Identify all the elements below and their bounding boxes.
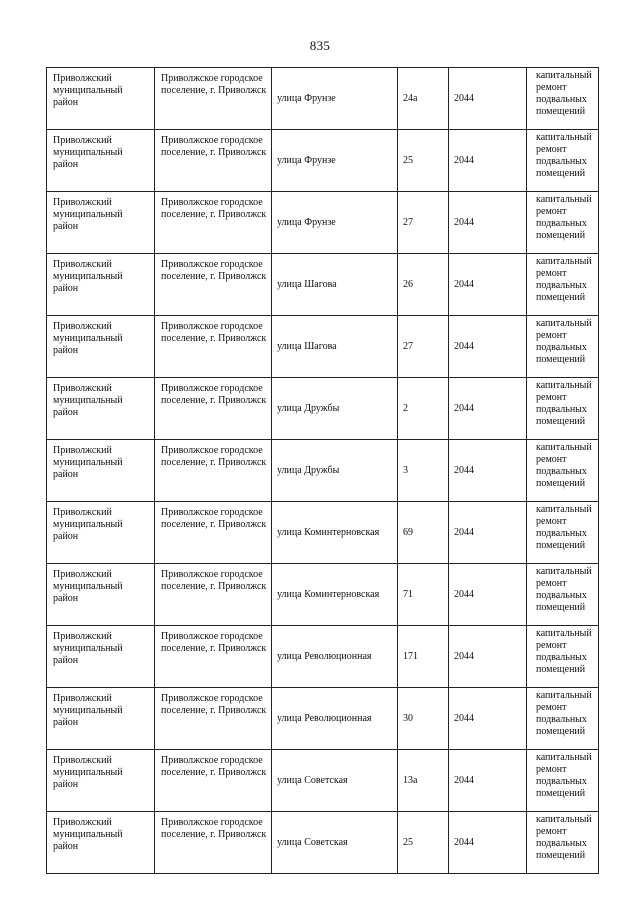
cell-house-number: 13а (398, 750, 449, 812)
cell-settlement: Приволжское городское поселение, г. Приволжск (155, 130, 272, 192)
cell-work-type: капитальный ремонт подвальных помещений (527, 440, 599, 502)
cell-street: улица Шагова (272, 254, 398, 316)
table-row (47, 502, 599, 564)
cell-house-number: 27 (398, 192, 449, 254)
cell-street: улица Революционная (272, 688, 398, 750)
cell-year: 2044 (449, 192, 527, 254)
cell-year: 2044 (449, 812, 527, 874)
cell-district: Приволжский муниципальный район (47, 192, 155, 254)
table-row (47, 626, 599, 688)
cell-street: улица Дружбы (272, 378, 398, 440)
cell-house-number: 30 (398, 688, 449, 750)
cell-work-type: капитальный ремонт подвальных помещений (527, 812, 599, 874)
table-row (47, 192, 599, 254)
cell-house-number: 171 (398, 626, 449, 688)
table-row (47, 316, 599, 378)
cell-district: Приволжский муниципальный район (47, 564, 155, 626)
cell-district: Приволжский муниципальный район (47, 378, 155, 440)
cell-year: 2044 (449, 130, 527, 192)
cell-district: Приволжский муниципальный район (47, 502, 155, 564)
cell-street: улица Коминтерновская (272, 564, 398, 626)
cell-work-type: капитальный ремонт подвальных помещений (527, 378, 599, 440)
cell-settlement: Приволжское городское поселение, г. Приволжск (155, 378, 272, 440)
cell-year: 2044 (449, 254, 527, 316)
cell-house-number: 3 (398, 440, 449, 502)
cell-house-number: 71 (398, 564, 449, 626)
cell-work-type: капитальный ремонт подвальных помещений (527, 68, 599, 130)
cell-settlement: Приволжское городское поселение, г. Приволжск (155, 688, 272, 750)
table-row (47, 440, 599, 502)
cell-settlement: Приволжское городское поселение, г. Приволжск (155, 68, 272, 130)
cell-work-type: капитальный ремонт подвальных помещений (527, 564, 599, 626)
cell-house-number: 2 (398, 378, 449, 440)
cell-year: 2044 (449, 626, 527, 688)
cell-work-type: капитальный ремонт подвальных помещений (527, 254, 599, 316)
cell-year: 2044 (449, 688, 527, 750)
page-number: 835 (309, 38, 331, 53)
table-row (47, 378, 599, 440)
cell-street: улица Советская (272, 750, 398, 812)
cell-street: улица Фрунзе (272, 68, 398, 130)
cell-house-number: 24а (398, 68, 449, 130)
cell-street: улица Фрунзе (272, 192, 398, 254)
table-row (47, 564, 599, 626)
cell-district: Приволжский муниципальный район (47, 68, 155, 130)
cell-settlement: Приволжское городское поселение, г. Приволжск (155, 812, 272, 874)
cell-street: улица Революционная (272, 626, 398, 688)
table-row (47, 68, 599, 130)
cell-settlement: Приволжское городское поселение, г. Приволжск (155, 750, 272, 812)
cell-year: 2044 (449, 502, 527, 564)
cell-house-number: 27 (398, 316, 449, 378)
cell-year: 2044 (449, 440, 527, 502)
cell-house-number: 69 (398, 502, 449, 564)
cell-year: 2044 (449, 316, 527, 378)
cell-district: Приволжский муниципальный район (47, 688, 155, 750)
cell-street: улица Шагова (272, 316, 398, 378)
cell-district: Приволжский муниципальный район (47, 254, 155, 316)
cell-settlement: Приволжское городское поселение, г. Приволжск (155, 316, 272, 378)
cell-street: улица Советская (272, 812, 398, 874)
cell-street: улица Фрунзе (272, 130, 398, 192)
cell-work-type: капитальный ремонт подвальных помещений (527, 688, 599, 750)
cell-settlement: Приволжское городское поселение, г. Приволжск (155, 254, 272, 316)
cell-year: 2044 (449, 750, 527, 812)
table-row (47, 254, 599, 316)
table-row (47, 750, 599, 812)
cell-district: Приволжский муниципальный район (47, 440, 155, 502)
table-row (47, 812, 599, 874)
cell-district: Приволжский муниципальный район (47, 750, 155, 812)
cell-settlement: Приволжское городское поселение, г. Приволжск (155, 564, 272, 626)
cell-settlement: Приволжское городское поселение, г. Приволжск (155, 626, 272, 688)
cell-settlement: Приволжское городское поселение, г. Приволжск (155, 192, 272, 254)
cell-house-number: 25 (398, 130, 449, 192)
cell-settlement: Приволжское городское поселение, г. Приволжск (155, 502, 272, 564)
cell-work-type: капитальный ремонт подвальных помещений (527, 192, 599, 254)
cell-district: Приволжский муниципальный район (47, 626, 155, 688)
cell-house-number: 25 (398, 812, 449, 874)
cell-year: 2044 (449, 68, 527, 130)
registry-table (46, 67, 599, 874)
cell-work-type: капитальный ремонт подвальных помещений (527, 502, 599, 564)
cell-street: улица Коминтерновская (272, 502, 398, 564)
registry-table-body (47, 68, 599, 874)
cell-district: Приволжский муниципальный район (47, 130, 155, 192)
cell-district: Приволжский муниципальный район (47, 316, 155, 378)
cell-work-type: капитальный ремонт подвальных помещений (527, 626, 599, 688)
cell-settlement: Приволжское городское поселение, г. Приволжск (155, 440, 272, 502)
cell-district: Приволжский муниципальный район (47, 812, 155, 874)
cell-work-type: капитальный ремонт подвальных помещений (527, 130, 599, 192)
cell-work-type: капитальный ремонт подвальных помещений (527, 750, 599, 812)
cell-street: улица Дружбы (272, 440, 398, 502)
cell-year: 2044 (449, 378, 527, 440)
cell-house-number: 26 (398, 254, 449, 316)
cell-year: 2044 (449, 564, 527, 626)
cell-work-type: капитальный ремонт подвальных помещений (527, 316, 599, 378)
table-row (47, 688, 599, 750)
table-row (47, 130, 599, 192)
